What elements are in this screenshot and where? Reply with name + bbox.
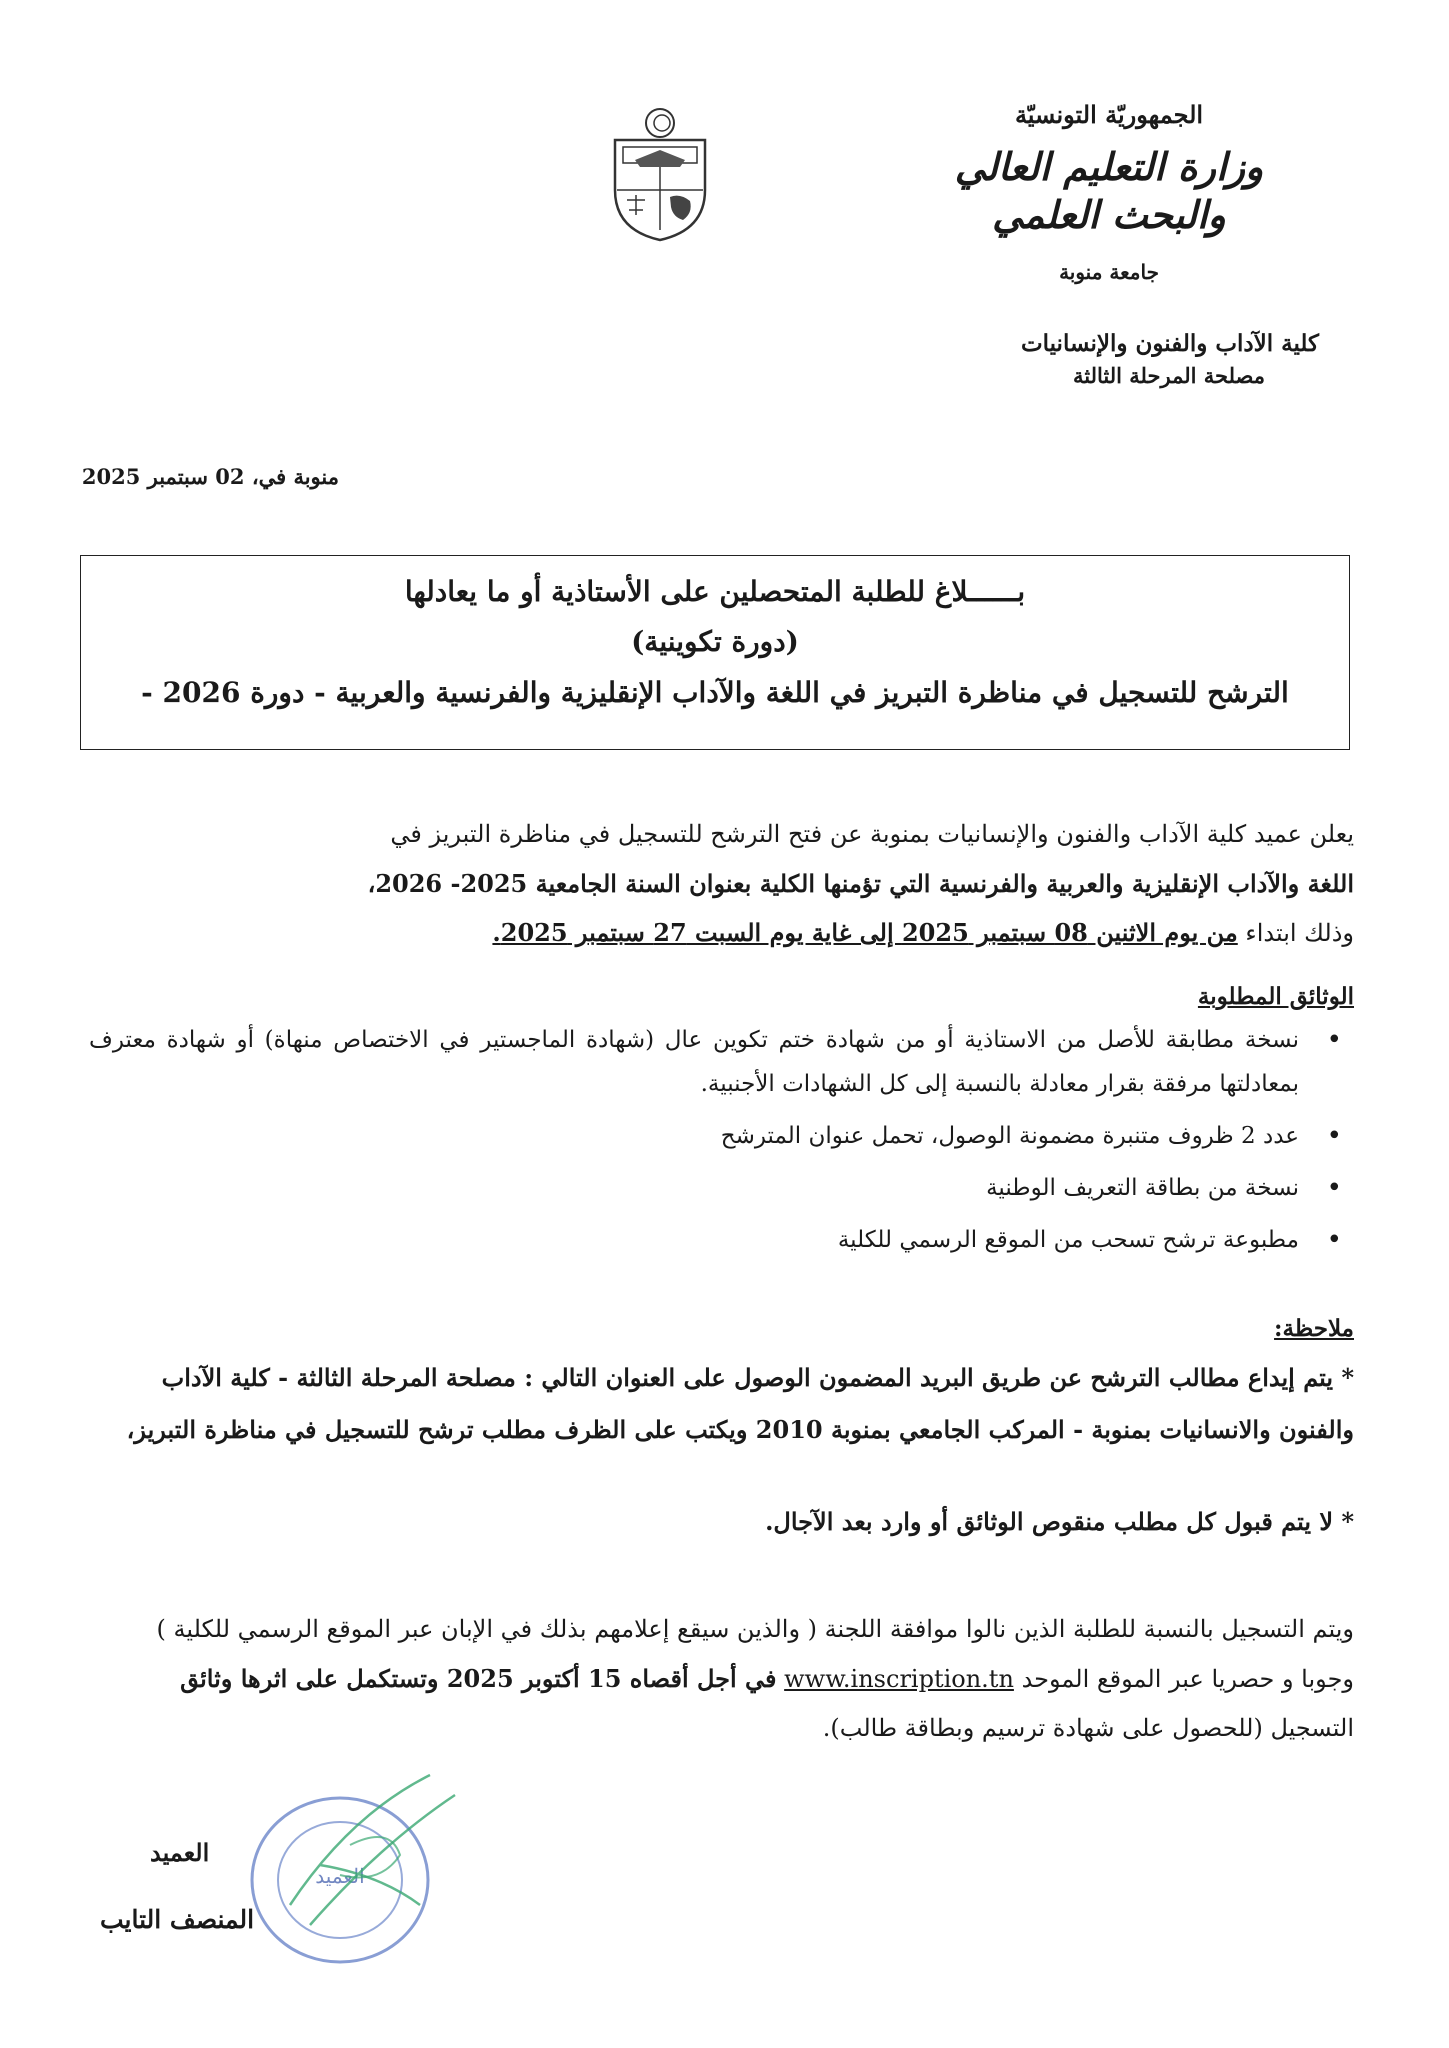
title-line-1: بــــــلاغ للطلبة المتحصلين على الأستاذية أو ما يعادلها — [404, 575, 1026, 608]
stamp-text: العميد — [315, 1864, 365, 1888]
notes-section — [89, 1315, 1354, 1548]
note-2: * لا يتم قبول كل مطلب منقوص الوثائق أو وارد بعد الآجال. — [765, 1507, 1354, 1536]
application-period: من يوم الاثنين 08 سبتمبر 2025 إلى غاية يوم السبت 27 سبتمبر 2025. — [492, 918, 1238, 947]
university-name: جامعة منوبة — [1059, 260, 1159, 284]
announcement-title-box — [80, 555, 1350, 750]
registration-line-2-b: في أجل أقصاه 15 أكتوبر 2025 وتستكمل على اثرها وثائق — [180, 1664, 777, 1693]
list-item — [89, 1218, 1354, 1262]
intro-paragraph — [89, 810, 1354, 958]
intro-line-1: يعلن عميد كلية الآداب والفنون والإنسانيات بمنوبة عن فتح الترشح للتسجيل في مناظرة التبريز في — [390, 820, 1354, 848]
document-item-text: نسخة من بطاقة التعريف الوطنية — [986, 1175, 1299, 1201]
registration-line-2-a: وجوبا و حصريا عبر الموقع الموحد — [1021, 1665, 1354, 1693]
registration-line-3: التسجيل (للحصول على شهادة ترسيم وبطاقة طالب). — [822, 1714, 1354, 1742]
intro-line-2: اللغة والآداب الإنقليزية والعربية والفرنسية التي تؤمنها الكلية بعنوان السنة الجامعية 2025- 2026، — [367, 869, 1354, 898]
list-item — [89, 1166, 1354, 1210]
required-documents-list — [89, 1018, 1354, 1262]
registration-line-1: ويتم التسجيل بالنسبة للطلبة الذين نالوا موافقة اللجنة ( والذين سيقع إعلامهم بذلك في الإبان عبر الموقع الرسمي للكلية ) — [156, 1615, 1354, 1643]
note-1-line-2: والفنون والانسانيات بمنوبة - المركب الجامعي بمنوبة 2010 ويكتب على الظرف مطلب ترشح للتسجيل في مناظرة التبريز، — [126, 1415, 1354, 1444]
official-stamp — [230, 1755, 460, 1975]
registration-line-2 — [89, 1654, 1354, 1704]
required-documents-section — [89, 983, 1354, 1270]
faculty-block — [899, 330, 1319, 388]
ministry-line-2: والبحث العلمي — [992, 191, 1226, 237]
list-item — [89, 1018, 1354, 1106]
faculty-name: كلية الآداب والفنون والإنسانيات — [1020, 330, 1319, 357]
tunisia-coat-of-arms-emblem — [605, 105, 715, 245]
bullet-icon: • — [1326, 1121, 1342, 1151]
document-item-text: مطبوعة ترشح تسحب من الموقع الرسمي للكلية — [837, 1227, 1299, 1253]
ministry-line-1: وزارة التعليم العالي — [954, 144, 1264, 189]
republic-label: الجمهوريّة التونسيّة — [1014, 100, 1204, 129]
bullet-icon: • — [1326, 1225, 1342, 1255]
notes-heading: ملاحظة: — [1274, 1315, 1354, 1342]
ministry-header — [929, 100, 1289, 302]
bullet-icon: • — [1326, 1025, 1342, 1055]
intro-line-3 — [89, 908, 1354, 958]
list-item — [89, 1114, 1354, 1158]
bullet-icon: • — [1326, 1173, 1342, 1203]
signatory-title: العميد — [150, 1838, 210, 1867]
intro-line-3-prefix: وذلك ابتداء — [1245, 919, 1354, 947]
registration-paragraph — [89, 1605, 1354, 1753]
ministry-name — [929, 143, 1289, 238]
inscription-url: www.inscription.tn — [784, 1665, 1014, 1693]
department-name: مصلحة المرحلة الثالثة — [1073, 363, 1265, 388]
note-1-line-1: * يتم إيداع مطالب الترشح عن طريق البريد المضمون الوصول على العنوان التالي : مصلحة المرحلة الثالثة - كلية الآداب — [161, 1363, 1354, 1392]
title-line-2: (دورة تكوينية) — [631, 625, 799, 659]
document-date: منوبة في، 02 سبتمبر 2025 — [81, 464, 339, 489]
document-item-text: عدد 2 ظروف متنبرة مضمونة الوصول، تحمل عنوان المترشح — [720, 1123, 1299, 1149]
required-documents-heading: الوثائق المطلوبة — [1197, 983, 1354, 1010]
title-line-3: الترشح للتسجيل في مناظرة التبريز في اللغة والآداب الإنقليزية والفرنسية والعربية - دورة 2026 - — [141, 675, 1289, 709]
signatory-name: المنصف التايب — [100, 1905, 255, 1934]
document-item-text: نسخة مطابقة للأصل من الاستاذية أو من شهادة ختم تكوين عال (شهادة الماجستير في الاختصاص منهاة) أو شهادة معترف بمعادلتها مرفقة بقرار معادلة بالنسبة إلى كل الشهادات الأجنبية. — [89, 1027, 1299, 1097]
